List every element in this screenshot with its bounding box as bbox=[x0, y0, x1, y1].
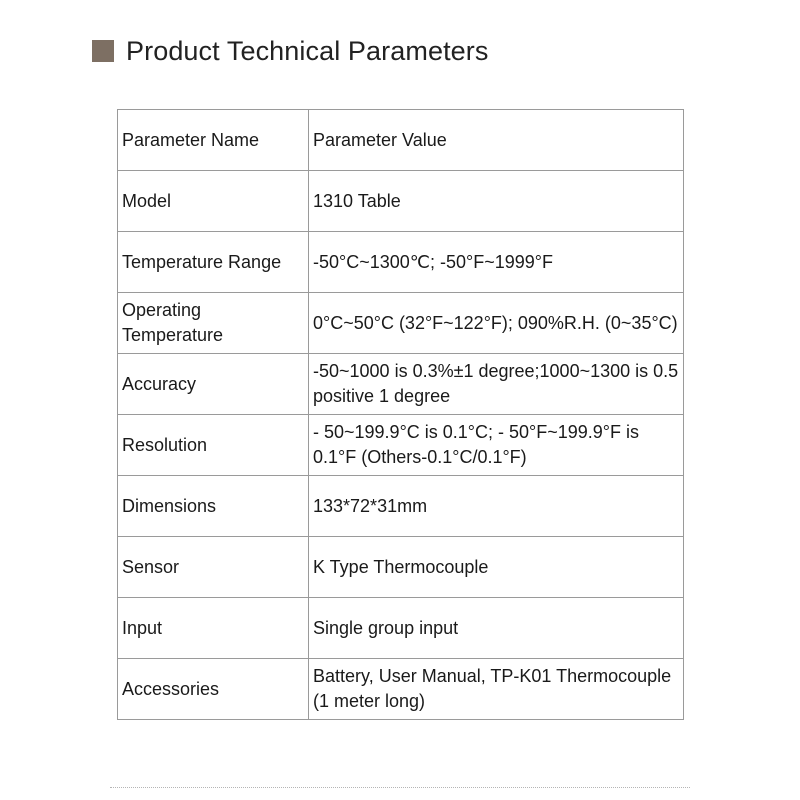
param-value: 133*72*31mm bbox=[309, 476, 684, 537]
table-row-dimensions bbox=[118, 476, 684, 537]
param-name: Input bbox=[118, 598, 309, 659]
param-value: K Type Thermocouple bbox=[309, 537, 684, 598]
param-name: Sensor bbox=[118, 537, 309, 598]
table-row-model bbox=[118, 171, 684, 232]
table-header-row bbox=[118, 110, 684, 171]
table-row-temperature-range bbox=[118, 232, 684, 293]
table-row-accessories bbox=[118, 659, 684, 720]
param-name: Accessories bbox=[118, 659, 309, 720]
param-name: Model bbox=[118, 171, 309, 232]
param-value: Battery, User Manual, TP-K01 Thermocouple (1 meter long) bbox=[309, 659, 684, 720]
table-row-accuracy bbox=[118, 354, 684, 415]
dotted-divider bbox=[110, 787, 690, 788]
param-value: Single group input bbox=[309, 598, 684, 659]
param-value: -50°C~1300℃; -50°F~1999°F bbox=[309, 232, 684, 293]
header-cell-name: Parameter Name bbox=[118, 110, 309, 171]
header-cell-value: Parameter Value bbox=[309, 110, 684, 171]
table-row-input bbox=[118, 598, 684, 659]
heading-square-bullet bbox=[92, 40, 114, 62]
param-value: 0°C~50°C (32°F~122°F); 090%R.H. (0~35°C) bbox=[309, 293, 684, 354]
param-name: Accuracy bbox=[118, 354, 309, 415]
parameters-table bbox=[117, 109, 684, 720]
param-value: 1310 Table bbox=[309, 171, 684, 232]
table-row-sensor bbox=[118, 537, 684, 598]
table-row-operating-temperature bbox=[118, 293, 684, 354]
param-value: - 50~199.9°C is 0.1°C; - 50°F~199.9°F is 0.1°F (Others-0.1°C/0.1°F) bbox=[309, 415, 684, 476]
param-name: Temperature Range bbox=[118, 232, 309, 293]
section-title: Product Technical Parameters bbox=[126, 35, 489, 66]
param-name: Dimensions bbox=[118, 476, 309, 537]
table-row-resolution bbox=[118, 415, 684, 476]
param-name: Operating Temperature bbox=[118, 293, 309, 354]
param-value: -50~1000 is 0.3%±1 degree;1000~1300 is 0.5 positive 1 degree bbox=[309, 354, 684, 415]
param-name: Resolution bbox=[118, 415, 309, 476]
section-heading bbox=[92, 36, 488, 66]
